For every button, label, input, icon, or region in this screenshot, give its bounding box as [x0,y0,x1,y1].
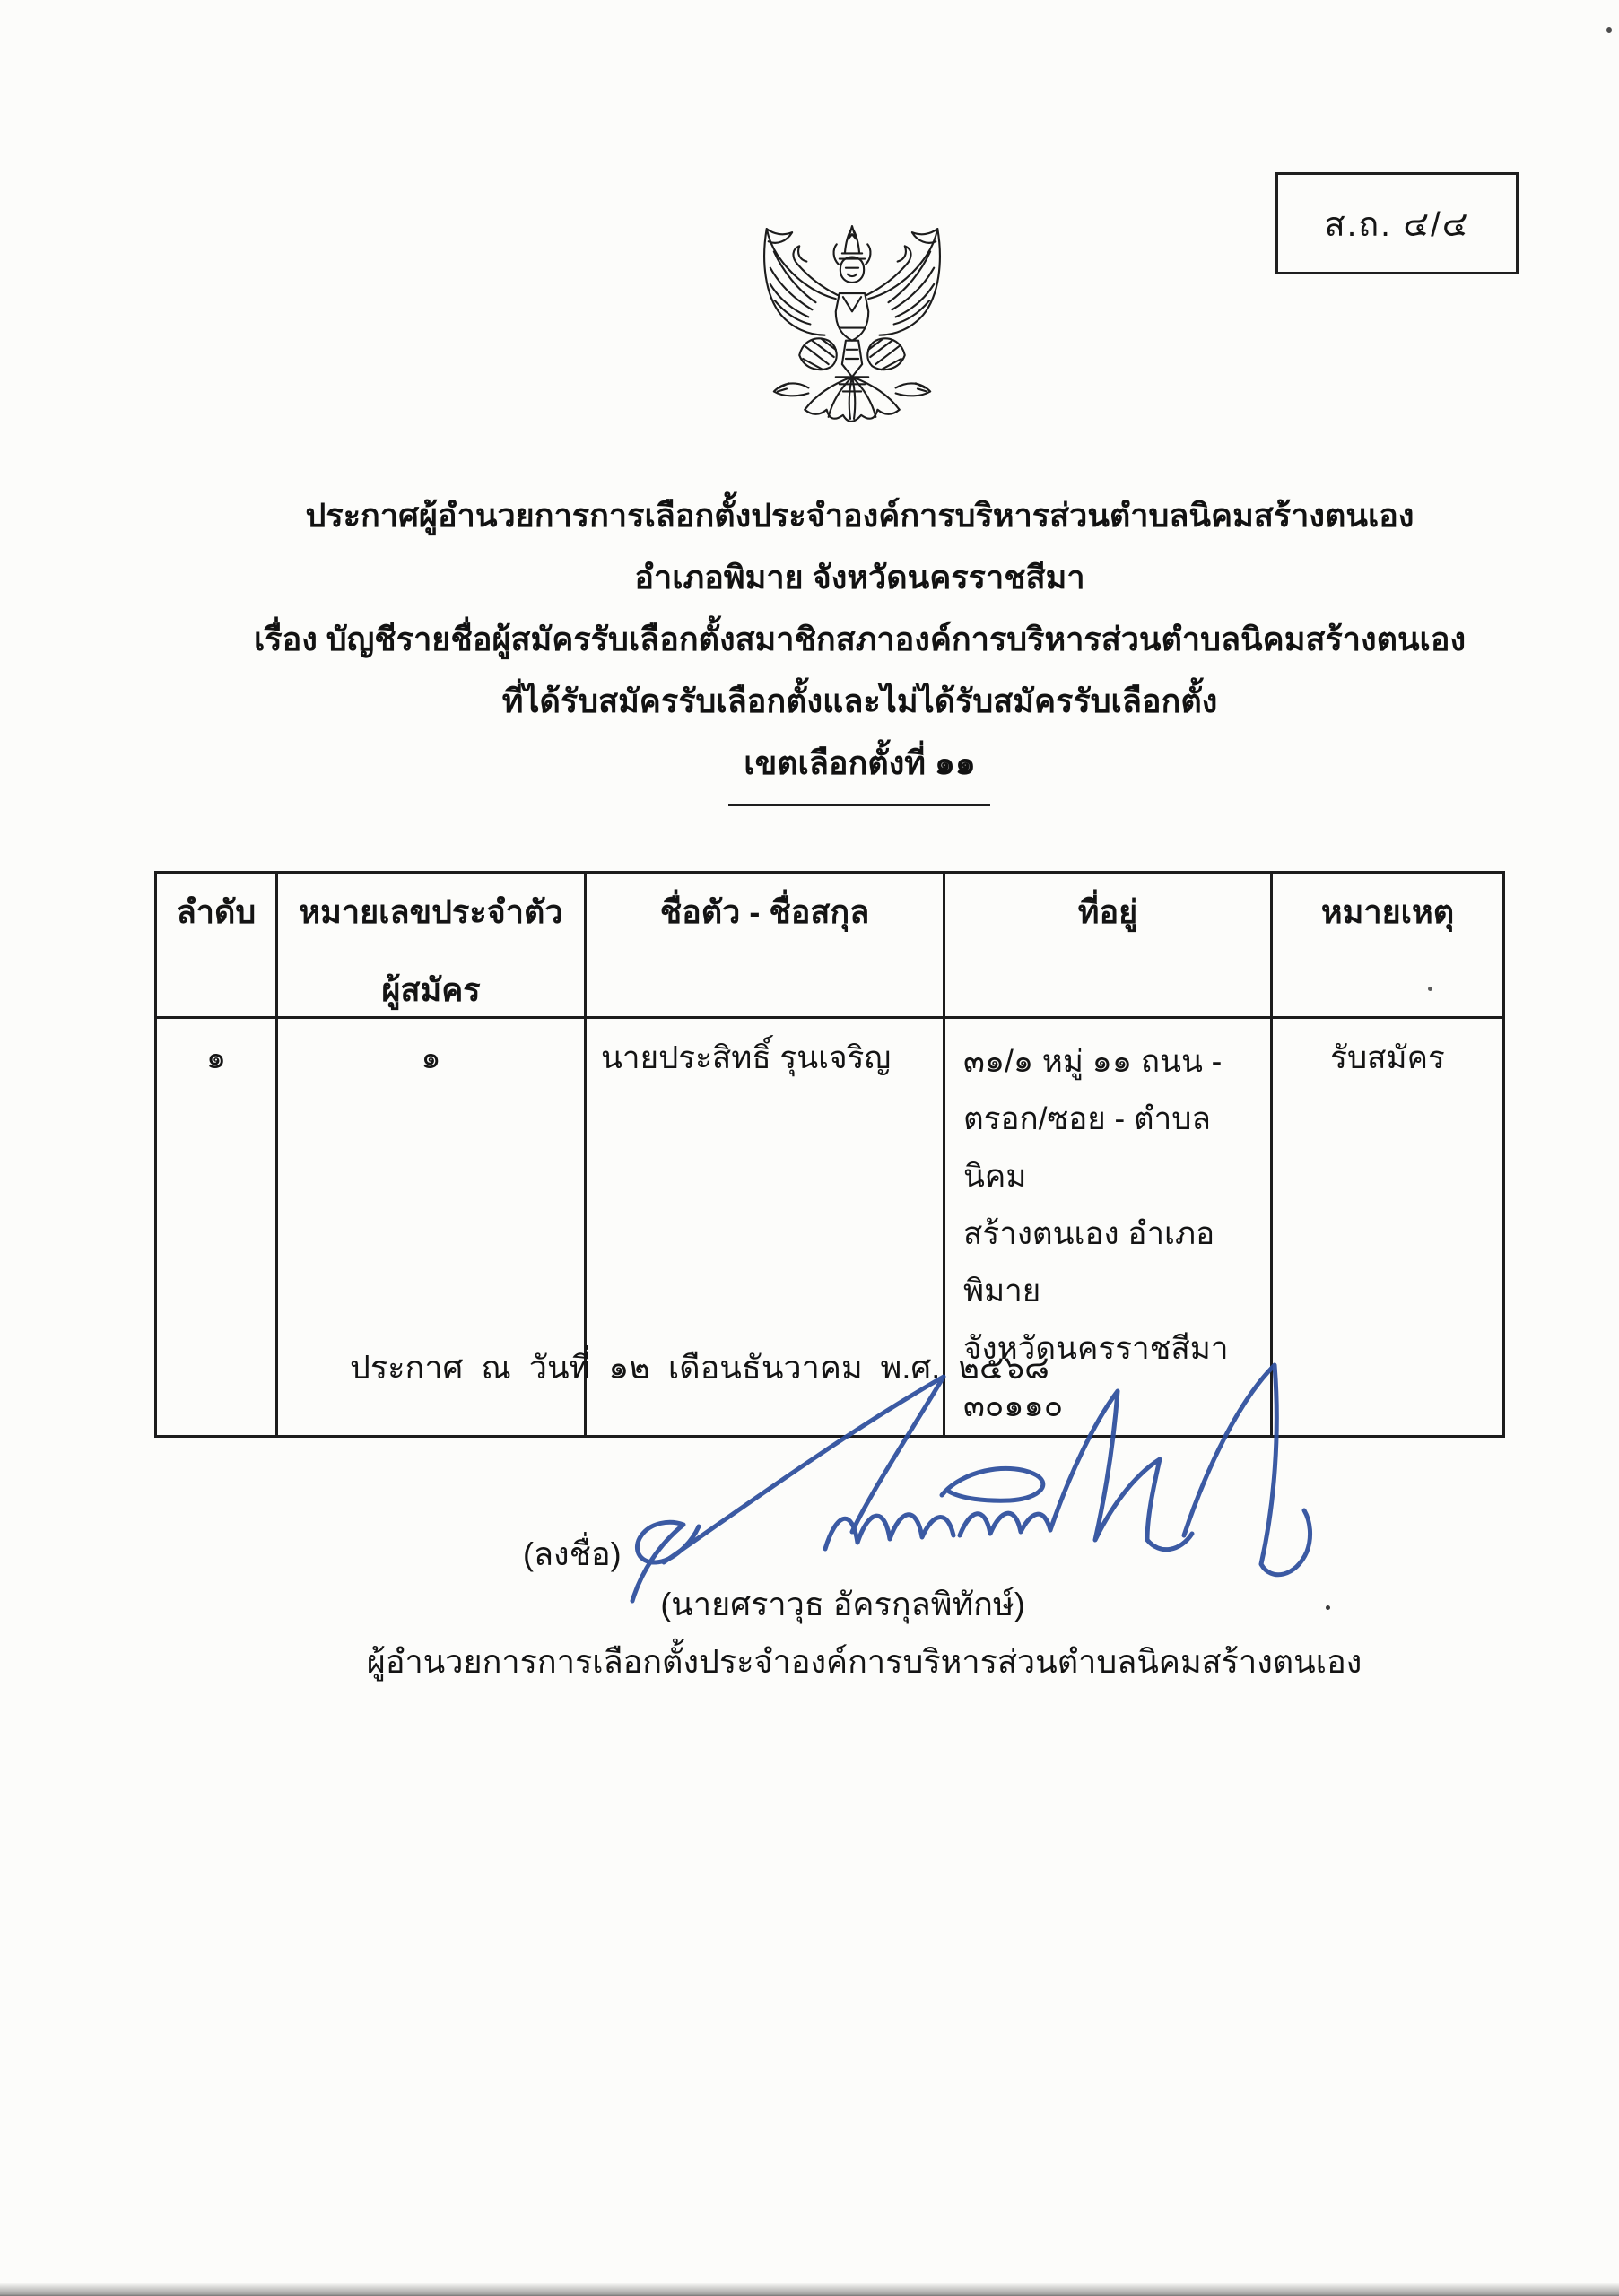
announcement-date-line: ประกาศ ณ วันที่ ๑๒ เดือนธันวาคม พ.ศ. ๒๕๖๘ [350,1349,1049,1386]
title-line-3: เรื่อง บัญชีรายชื่อผู้สมัครรับเลือกตั้งสมาชิกสภาองค์การบริหารส่วนตำบลนิคมสร้างตนเอง [253,621,1467,657]
table-header-row [156,873,1504,1018]
cell-candidate-number: ๑ [277,1018,586,1437]
col-header-name: ชื่อตัว - ชื่อสกุล [586,873,944,1018]
scan-bottom-edge-shadow [0,2283,1619,2296]
address-line: ๓๑/๑ หมู่ ๑๑ ถนน - [963,1044,1223,1079]
title-line-4: ที่ได้รับสมัครรับเลือกตั้งและไม่ได้รับสมัครรับเลือกตั้ง [501,683,1218,719]
cell-order: ๑ [156,1018,277,1437]
garuda-emblem-icon [752,222,953,427]
address-line: จังหวัดนครราชสีมา [963,1331,1229,1366]
signer-name: (นายศราวุธ อัครกุลพิทักษ์) [660,1586,1025,1622]
form-code-label: ส.ถ. ๔/๔ [1324,205,1470,244]
title-line-5: เขตเลือกตั้งที่ ๑๑ [744,744,976,781]
address-line: ตรอก/ซอย - ตำบลนิคม [963,1101,1211,1194]
cell-candidate-name: นายประสิทธิ์ รุนเจริญ [586,1018,944,1437]
scan-artifact-dot [1606,27,1612,33]
signature-label: (ลงชื่อ) [523,1535,622,1572]
address-line: สร้างตนเอง อำเภอพิมาย [963,1216,1215,1309]
title-line-1: ประกาศผู้อำนวยการการเลือกตั้งประจำองค์การบริหารส่วนตำบลนิคมสร้างตนเอง [305,497,1414,534]
col-header-candidate-number [277,873,586,1018]
form-code-box [1275,172,1519,274]
title-line-2: อำเภอพิมาย จังหวัดนครราชสีมา [634,559,1085,596]
scan-artifact-dot [1326,1605,1330,1610]
col-header-address: ที่อยู่ [944,873,1272,1018]
col-header-candidate-number-line1: หมายเลขประจำตัว [299,893,563,930]
scan-artifact-dot [1428,987,1432,991]
col-header-order: ลำดับ [156,873,277,1018]
section-divider [728,804,990,806]
signer-position: ผู้อำนวยการการเลือกตั้งประจำองค์การบริหารส่วนตำบลนิคมสร้างตนเอง [366,1643,1362,1680]
col-header-remark: หมายเหตุ [1272,873,1504,1018]
title-block [50,484,1619,794]
col-header-candidate-number-line2: ผู้สมัคร [381,971,481,1008]
cell-remark: รับสมัคร [1272,1018,1504,1437]
address-line: ๓๐๑๑๐ [963,1388,1064,1423]
